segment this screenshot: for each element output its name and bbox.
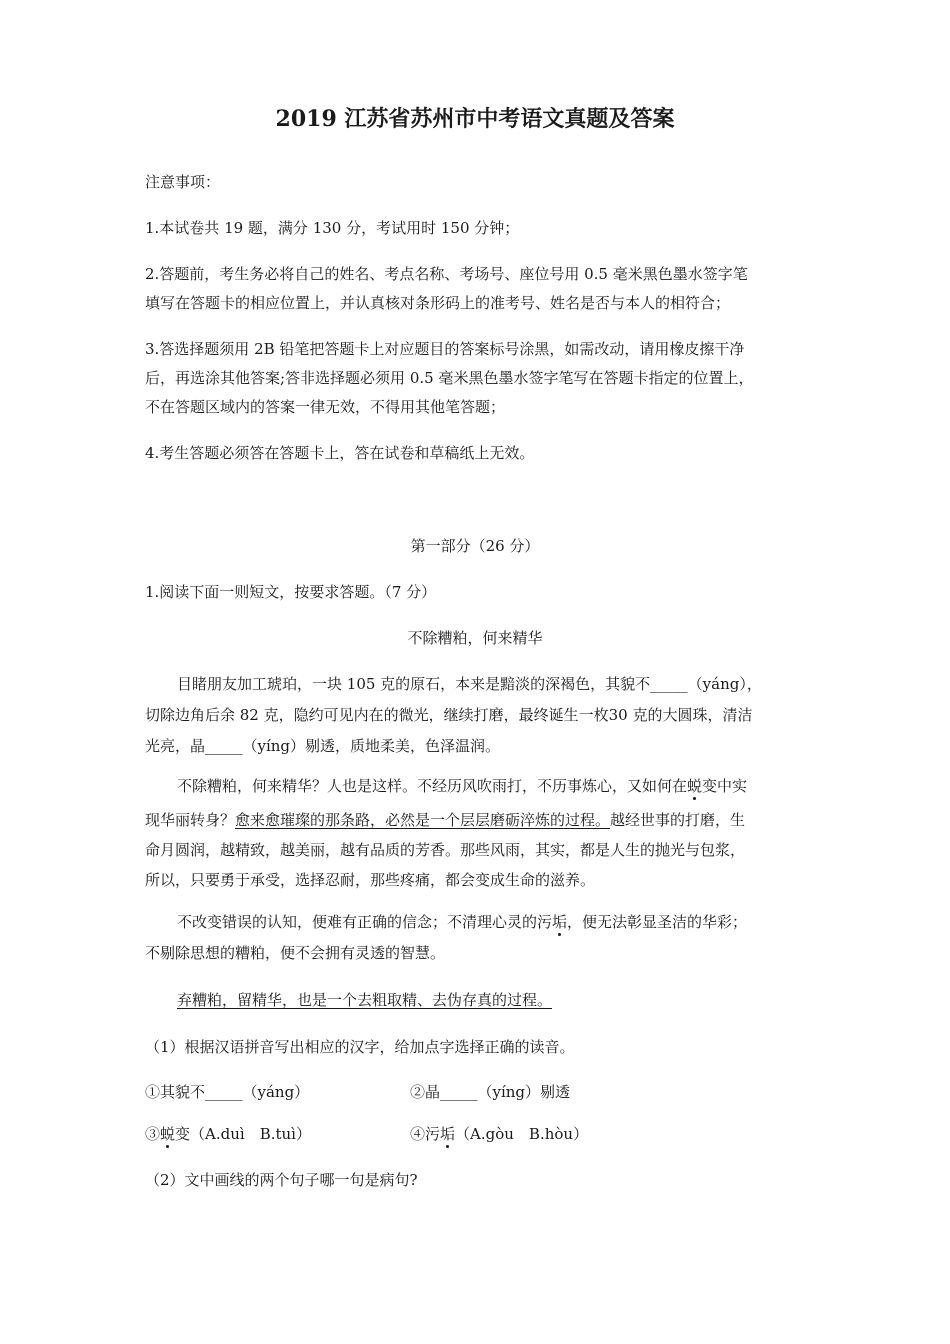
para-2-line-1: [177, 776, 747, 796]
notice-item-1: 1.本试卷共 19 题，满分 130 分，考试用时 150 分钟；: [145, 219, 520, 237]
sub-question-2: （2）文中画线的两个句子哪一句是病句?: [145, 1171, 418, 1189]
para-2-line-3: 命月圆润，越精致，越美丽，越有品质的芳香。那些风雨，其实，都是人生的抛光与包浆，: [145, 841, 746, 859]
underlined-sentence-2: 弃糟粕，留精华，也是一个去粗取精、去伪存真的过程。: [177, 991, 553, 1009]
para-2-text: 现华丽转身？: [145, 811, 236, 829]
para-2-line-4: 所以，只要勇于承受，选择忍耐，那些疼痛，都会变成生命的滋养。: [145, 871, 596, 889]
notice-item-3-line-1: 3.答选择题须用 2B 铅笔把答题卡上对应题目的答案标号涂黑，如需改动，请用橡皮擦干净: [145, 340, 745, 358]
option-text: （A.gòu B.hòu）: [455, 1125, 589, 1143]
part-heading: 第一部分（26 分）: [410, 537, 540, 555]
notice-item-3-line-3: 不在答题区域内的答案一律无效，不得用其他笔答题；: [145, 398, 506, 416]
notice-item-4: 4.考生答题必须答在答题卡上，答在试卷和草稿纸上无效。: [145, 444, 535, 462]
question-1: 1.阅读下面一则短文，按要求答题。（7 分）: [145, 583, 437, 601]
para-3-line-2: 不剔除思想的糟粕，便不会拥有灵透的智慧。: [145, 944, 446, 962]
underlined-sentence-1: 愈来愈璀璨的那条路，必然是一个层层磨砺淬炼的过程。: [235, 811, 611, 829]
notice-item-2-line-2: 填写在答题卡的相应位置上，并认真核对条形码上的准考号、姓名是否与本人的相符合；: [145, 294, 731, 312]
para-2-text: 变中实: [702, 777, 748, 795]
para-3-text: 不改变错误的认知，便难有正确的信念；不清理心灵的污: [177, 913, 553, 931]
para-1-line-1: 目睹朋友加工琥珀，一块 105 克的原石，本来是黯淡的深褐色，其貌不_____（yáng），: [177, 675, 762, 693]
option-text: ④污: [410, 1125, 441, 1143]
para-1-line-2: 切除边角后余 82 克，隐约可见内在的微光，继续打磨，最终诞生一枚30 克的大圆珠，清洁: [145, 706, 753, 724]
article-title: 不除糟粕，何来精华: [407, 629, 543, 647]
option-1: ①其貌不_____（yáng）: [145, 1083, 310, 1101]
option-2: ②晶_____（yíng）剔透: [410, 1083, 571, 1101]
notice-heading: 注意事项：: [145, 173, 221, 191]
para-3-line-1: [177, 912, 747, 932]
para-2-text: 越经世事的打磨，生: [610, 811, 746, 829]
option-text: 变（A.duì B.tuì）: [175, 1125, 311, 1143]
dotted-char: 蜕: [687, 777, 703, 795]
page-title: 2019 江苏省苏州市中考语文真题及答案: [275, 106, 675, 132]
dotted-char: 蜕: [160, 1125, 176, 1143]
para-2-text: 不除糟粕，何来精华？人也是这样。不经历风吹雨打，不历事炼心，又如何在: [177, 777, 688, 795]
dotted-char: 垢: [440, 1125, 456, 1143]
option-3: [145, 1124, 311, 1144]
option-text: ③: [145, 1125, 161, 1143]
para-1-line-3: 光亮，晶_____（yíng）剔透，质地柔美，色泽温润。: [145, 737, 501, 755]
dotted-char: 垢: [552, 913, 568, 931]
option-4: [410, 1124, 588, 1144]
sub-question-1: （1）根据汉语拼音写出相应的汉字，给加点字选择正确的读音。: [145, 1038, 575, 1056]
notice-item-2-line-1: 2.答题前，考生务必将自己的姓名、考点名称、考场号、座位号用 0.5 毫米黑色墨水签字笔: [145, 265, 748, 283]
notice-item-3-line-2: 后，再选涂其他答案;答非选择题必须用 0.5 毫米黑色墨水签字笔写在答题卡指定的位置上，: [145, 369, 754, 387]
para-3-text: ，便无法彰显圣洁的华彩；: [567, 913, 748, 931]
para-2-line-2: [145, 810, 745, 830]
